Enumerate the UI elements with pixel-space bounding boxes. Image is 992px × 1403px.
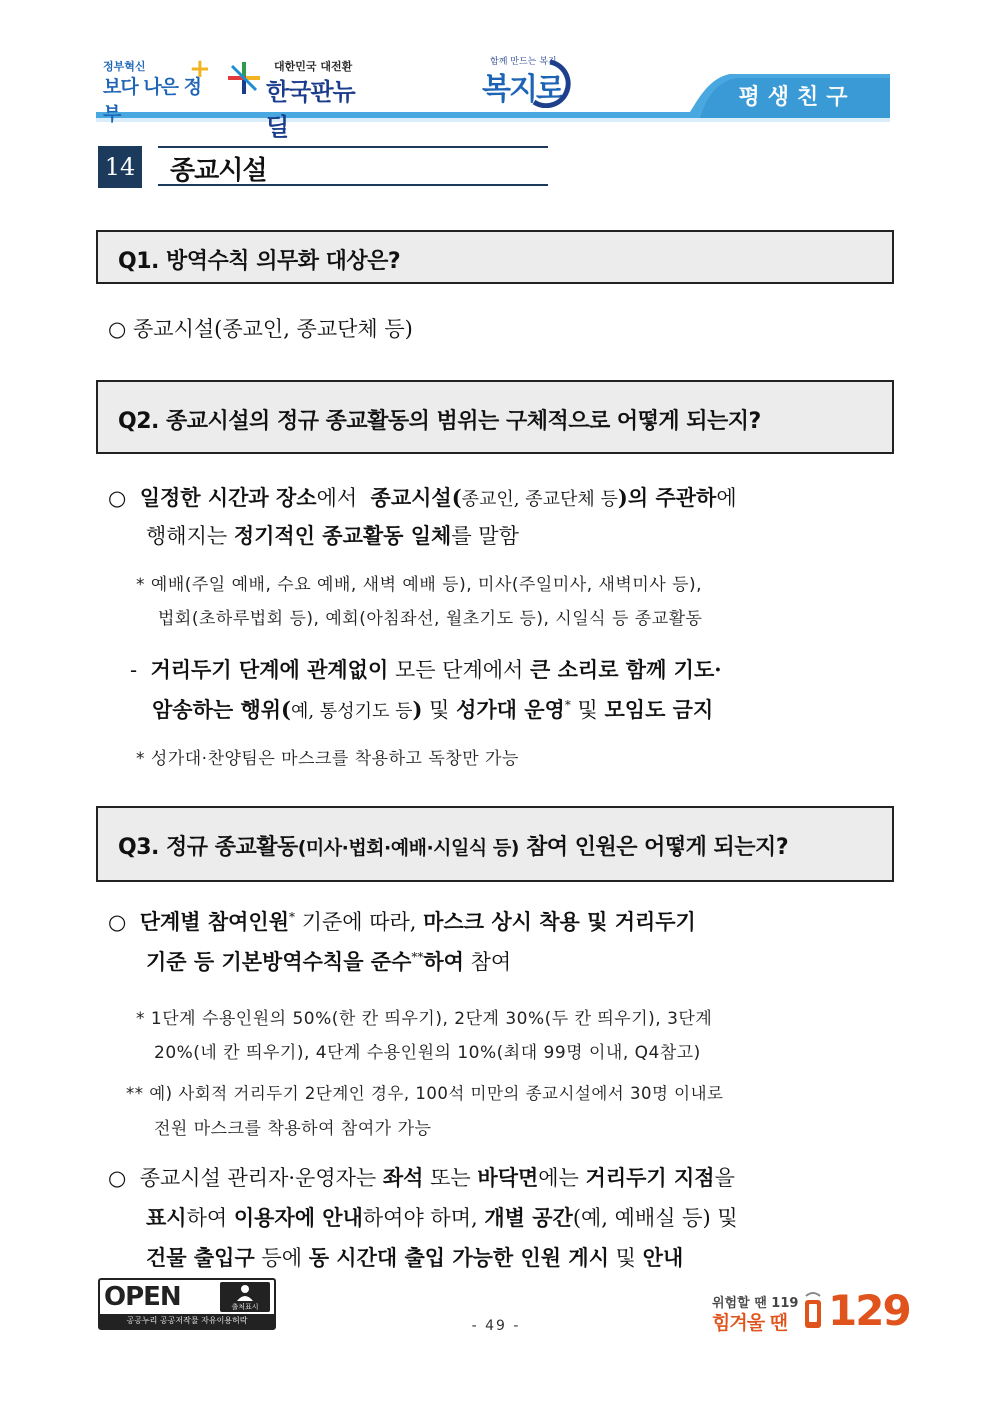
q3-note-1-line-2: 20%(네 칸 띄우기), 4단계 수용인원의 10%(최대 99명 이내, Q4참고) — [154, 1043, 701, 1063]
question-3-box — [96, 806, 894, 882]
new-deal-star-icon — [226, 60, 262, 96]
q3-note-2-line-1: ** 예) 사회적 거리두기 2단계인 경우, 100석 미만의 종교시설에서 30명 이내로 — [126, 1084, 724, 1103]
q3-answer-2-line-3: 건물 출입구 등에 동 시간대 출입 가능한 인원 게시 및 안내 — [146, 1245, 684, 1270]
section-title: 종교시설 — [170, 156, 267, 186]
q3-answer-2-line-1: ○ 종교시설 관리자·운영자는 좌석 또는 바닥면에는 거리두기 지점을 — [108, 1165, 735, 1190]
attribution-badge: 출처표시 — [220, 1282, 270, 1312]
q2-answer-line-2: 행해지는 정기적인 종교활동 일체를 말함 — [146, 523, 519, 548]
page-number: - 49 - — [471, 1318, 521, 1334]
plus-icon: + — [189, 54, 211, 84]
question-3-title: Q3. 정규 종교활동(미사·법회·예배·시일식 등) 참여 인원은 어떻게 되는지? — [118, 835, 789, 860]
q3-note-2-line-2: 전원 마스크를 착용하여 참여가 가능 — [154, 1119, 432, 1139]
helpline-129-logo: 위험할 땐 119 힘겨울 땐 129 — [712, 1286, 910, 1335]
q2-note-2: * 성가대·찬양팀은 마스크를 착용하고 독창만 가능 — [136, 749, 519, 769]
q2-answer-line-1: ○ 일정한 시간과 장소에서 종교시설(종교인, 종교단체 등)의 주관하에 — [108, 485, 737, 510]
phone-icon — [800, 1286, 826, 1330]
q2-dash-line-1: - 거리두기 단계에 관계없이 모든 단계에서 큰 소리로 함께 기도· — [130, 657, 722, 682]
person-icon — [220, 1283, 270, 1303]
q3-note-1-line-1: * 1단계 수용인원의 50%(한 칸 띄우기), 2단계 30%(두 칸 띄우기), 3단계 — [136, 1009, 713, 1029]
tagline: 평생친구 — [738, 85, 856, 110]
question-2-title: Q2. 종교시설의 정규 종교활동의 범위는 구체적으로 어떻게 되는지? — [118, 409, 761, 434]
open-label: OPEN — [104, 1282, 181, 1312]
section-number: 14 — [98, 146, 142, 188]
q1-answer: ○ 종교시설(종교인, 종교단체 등) — [108, 317, 413, 341]
q3-answer-2-line-2: 표시하여 이용자에 안내하여야 하며, 개별 공간(예, 예배실 등) 및 — [146, 1205, 738, 1230]
open-caption: 공공누리 공공저작물 자유이용허락 — [100, 1314, 274, 1328]
korean-new-deal-logo: 대한민국 대전환 한국판뉴딜 — [226, 54, 376, 106]
gov-innovation-logo: 정부혁신 보다 나은 정부 + — [103, 54, 211, 125]
q3-answer-1-line-2: 기준 등 기본방역수칙을 준수**하여 참여 — [146, 949, 512, 974]
question-1-box — [96, 230, 894, 284]
q3-answer-1-line-1: ○ 단계별 참여인원* 기준에 따라, 마스크 상시 착용 및 거리두기 — [108, 909, 696, 934]
question-2-box — [96, 380, 894, 454]
q2-note-1-line-2: 법회(초하루법회 등), 예회(아침좌선, 월초기도 등), 시일식 등 종교활동 — [158, 609, 703, 629]
question-1-title: Q1. 방역수칙 의무화 대상은? — [118, 249, 401, 274]
page-header — [0, 0, 992, 141]
section-title-box — [158, 146, 548, 186]
q2-note-1-line-1: * 예배(주일 예배, 수요 예배, 새벽 예배 등), 미사(주일미사, 새벽미사 등), — [136, 575, 703, 595]
q2-dash-line-2: 암송하는 행위(예, 통성기도 등) 및 성가대 운영* 및 모임도 금지 — [152, 697, 714, 722]
bokjiro-arc-icon — [520, 58, 576, 108]
bokjiro-logo: 함께 만드는 복지 복지로 — [478, 52, 588, 108]
